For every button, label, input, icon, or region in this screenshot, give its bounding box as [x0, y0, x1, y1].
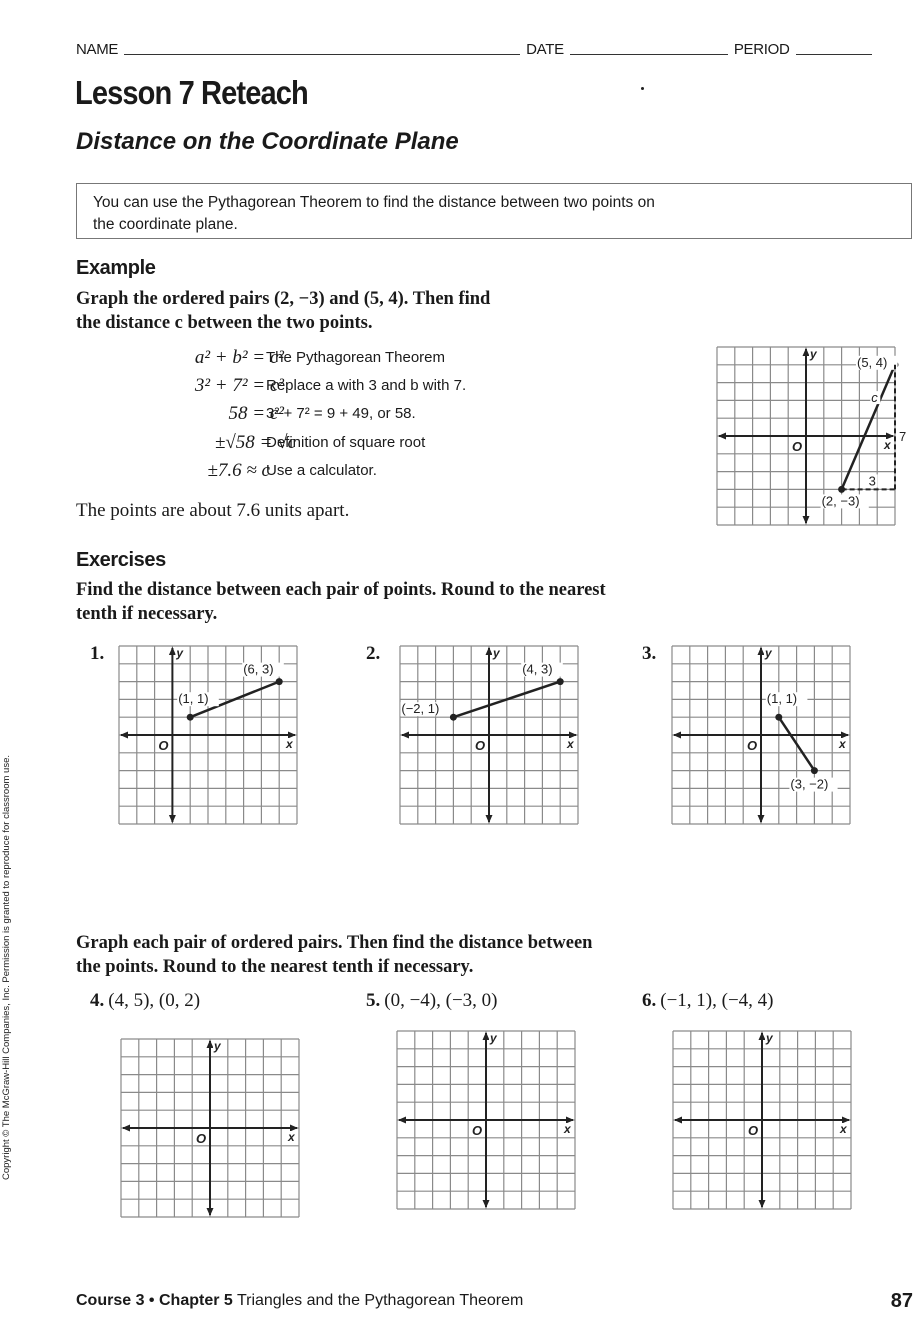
svg-text:x: x: [839, 737, 846, 751]
svg-text:O: O: [792, 439, 803, 454]
step-equation: a² + b² = c²: [194, 347, 284, 368]
intro-text-line2: the coordinate plane.: [93, 216, 238, 233]
arrow-down-icon: [483, 1200, 490, 1208]
exercise-5-number: 5.: [366, 990, 381, 1011]
exercise-4-pairs: (4, 5), (0, 2): [108, 990, 201, 1011]
svg-text:7: 7: [899, 429, 907, 444]
point-label: (3, −2): [790, 776, 829, 792]
example-graph: [717, 347, 906, 525]
arrow-left-icon: [122, 1125, 130, 1132]
example-heading: Example: [76, 257, 156, 279]
arrow-left-icon: [674, 1117, 682, 1124]
arrow-up-icon: [759, 1032, 766, 1040]
exercise-4-number: 4.: [90, 990, 105, 1011]
step-equation: 58 = c²: [228, 403, 284, 424]
arrow-up-icon: [207, 1040, 214, 1048]
exercise-5-pairs: (0, −4), (−3, 0): [384, 990, 498, 1011]
svg-text:O: O: [748, 1123, 759, 1138]
exercise-3-graph: [672, 646, 850, 824]
arrow-down-icon: [759, 1200, 766, 1208]
svg-text:O: O: [747, 738, 758, 753]
point: [811, 767, 818, 774]
example-instruction-line2: the distance c between the two points.: [76, 313, 373, 333]
svg-text:O: O: [475, 738, 486, 753]
exercise-3-number: 3.: [642, 643, 657, 664]
arrow-up-icon: [169, 647, 176, 655]
date-label: DATE: [526, 41, 564, 58]
name-label: NAME: [76, 41, 119, 58]
footer-bullet: •: [148, 1292, 155, 1309]
svg-text:O: O: [158, 738, 169, 753]
point: [450, 714, 457, 721]
svg-text:y: y: [490, 1031, 497, 1045]
lesson-title: Lesson 7 Reteach: [75, 74, 308, 111]
point-label: (4, 3): [522, 661, 553, 677]
arrow-up-icon: [758, 647, 765, 655]
step-explanation: Use a calculator.: [266, 462, 377, 479]
exercise-1-graph: [119, 646, 297, 824]
footer-course: Course 3: [76, 1292, 145, 1309]
arrow-up-icon: [486, 647, 493, 655]
svg-text:y: y: [810, 347, 817, 361]
graph-instruction-line1: Graph each pair of ordered pairs. Then find the distance between: [76, 933, 593, 953]
svg-text:x: x: [288, 1130, 295, 1144]
footer-chapter-title: Triangles and the Pythagorean Theorem: [236, 1292, 524, 1309]
svg-text:x: x: [840, 1122, 847, 1136]
step-explanation: The Pythagorean Theorem: [266, 349, 445, 366]
arrow-up-icon: [483, 1032, 490, 1040]
exercise-4-graph: [121, 1039, 299, 1217]
step-explanation: Definition of square root: [266, 434, 426, 451]
svg-text:O: O: [196, 1131, 207, 1146]
exercise-1-number: 1.: [90, 643, 105, 664]
point-label: (2, −3): [821, 493, 860, 509]
page-number: 87: [890, 1290, 913, 1312]
intro-text-line1: You can use the Pythagorean Theorem to find the distance between two points on: [93, 194, 655, 211]
arrow-left-icon: [120, 732, 128, 739]
graph-instruction-line2: the points. Round to the nearest tenth if necessary.: [76, 957, 474, 977]
step-equation: ±√58 = √c: [214, 432, 296, 453]
step-equation: ±7.6 ≈ c: [207, 460, 270, 481]
exercise-2-graph: [400, 646, 578, 824]
point: [187, 714, 194, 721]
exercise-6-pairs: (−1, 1), (−4, 4): [660, 990, 774, 1011]
point: [775, 714, 782, 721]
point-label: (5, 4): [857, 354, 888, 370]
footer-chapter: Chapter 5: [158, 1292, 233, 1309]
svg-text:y: y: [176, 646, 184, 660]
example-instruction-line1: Graph the ordered pairs (2, −3) and (5, 4). Then find: [76, 289, 491, 309]
exercise-6-number: 6.: [642, 990, 657, 1011]
arrow-down-icon: [169, 815, 176, 823]
point: [276, 678, 283, 685]
point-label: (6, 3): [243, 661, 274, 677]
svg-text:x: x: [567, 737, 574, 751]
point-label: (1, 1): [766, 691, 798, 707]
svg-text:y: y: [766, 1031, 773, 1045]
step-explanation: 3² + 7² = 9 + 49, or 58.: [266, 405, 416, 422]
arrow-down-icon: [486, 815, 493, 823]
arrow-down-icon: [758, 815, 765, 823]
step-equation: 3² + 7² = c²: [194, 375, 284, 396]
exercises-instruction-line1: Find the distance between each pair of points. Round to the nearest: [76, 580, 606, 600]
svg-text:y: y: [493, 646, 500, 660]
example-conclusion: The points are about 7.6 units apart.: [76, 500, 350, 521]
point-label: (1, 1): [178, 691, 209, 707]
exercise-6-graph: [673, 1031, 851, 1209]
svg-text:x: x: [286, 737, 293, 751]
arrow-left-icon: [401, 732, 409, 739]
step-explanation: Replace a with 3 and b with 7.: [266, 377, 467, 394]
svg-text:y: y: [214, 1039, 221, 1053]
footer: [76, 1292, 523, 1310]
svg-text:x: x: [884, 438, 891, 452]
arrow-left-icon: [398, 1117, 406, 1124]
exercises-heading: Exercises: [76, 549, 166, 571]
arrow-left-icon: [718, 433, 726, 440]
segment: [842, 365, 895, 490]
point-label: (−2, 1): [401, 701, 440, 717]
arrow-down-icon: [803, 516, 810, 524]
svg-text:O: O: [472, 1123, 483, 1138]
svg-text:3: 3: [868, 473, 876, 489]
arrow-up-icon: [803, 348, 810, 356]
arrow-left-icon: [673, 732, 681, 739]
arrow-down-icon: [207, 1208, 214, 1216]
exercise-5-graph: [397, 1031, 575, 1209]
period-label: PERIOD: [733, 41, 790, 58]
svg-text:c: c: [871, 390, 878, 406]
lesson-subtitle: Distance on the Coordinate Plane: [76, 128, 459, 155]
copyright-notice: Copyright © The McGraw-Hill Companies, Inc. Permission is granted to reproduce for classroom use.: [1, 755, 12, 1180]
point: [557, 678, 564, 685]
exercises-instruction-line2: tenth if necessary.: [76, 604, 218, 624]
exercise-2-number: 2.: [366, 643, 381, 664]
svg-text:y: y: [765, 646, 772, 660]
svg-text:x: x: [564, 1122, 571, 1136]
